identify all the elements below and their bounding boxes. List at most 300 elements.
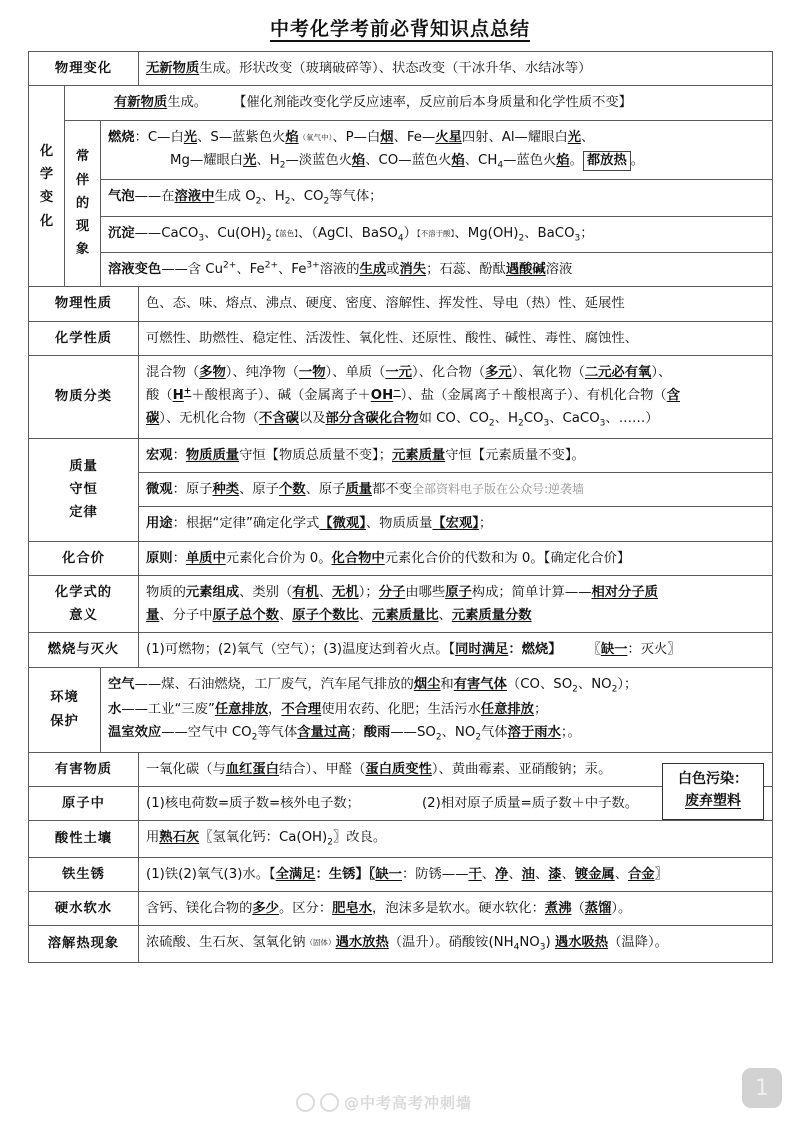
t-ea-c: 和 [440, 676, 454, 692]
t-f1j: 原子 [445, 584, 472, 600]
t-h-a: 一氧化碳（与 [146, 761, 226, 777]
row-content-environment [101, 667, 773, 752]
t-ea-e: （CO、SO [506, 676, 573, 692]
row-content-color-change [101, 253, 773, 287]
environment-line-water [108, 698, 765, 721]
t-cl2d: OH [370, 388, 394, 404]
t-f2h: 、 [438, 608, 452, 624]
t-r-f: 干 [468, 866, 482, 882]
t-cc-j: 溶液 [545, 262, 573, 278]
text-intro-rest: 生成。 [167, 95, 208, 111]
phenomena-char-2: 的 [75, 195, 90, 211]
t-bu-a: ——在 [134, 189, 175, 205]
table-row-acid-soil [29, 821, 773, 857]
white-pollution-title: 白色污染： [678, 771, 748, 787]
t-r-e: ：防锈—— [401, 866, 469, 882]
row-content-chemical-property: 可燃性、助燃性、稳定性、活泼性、氧化性、还原性、酸性、碱性、毒性、腐蚀性、 [139, 321, 773, 355]
table-row-physical-change [29, 52, 773, 86]
t-cl1g: ）、化合物（ [411, 364, 486, 380]
table-row-classification [29, 355, 773, 438]
environment-label-1: 保护 [50, 713, 79, 729]
t-v-b: 单质中 [185, 550, 226, 566]
t-ea-esub: 2 [572, 684, 578, 695]
table-row-rust [29, 857, 773, 891]
t-dh-csub: 4 [513, 942, 520, 953]
t-co-a: (1)可燃物；(2)氧气（空气）；(3)温度达到着火点。【 [146, 642, 456, 658]
term-macro: 宏观 [146, 447, 173, 463]
watermark-text: @中考高考冲刺墙 [344, 1094, 473, 1112]
t-eg-h: 气体 [481, 725, 508, 741]
table-row-burning [29, 120, 773, 180]
t-as-c: 〖氢氧化钙：Ca(OH) [199, 830, 328, 846]
t-cc-i: 遇酸碱 [505, 262, 546, 278]
t-co-b: 同时满足 [455, 642, 509, 658]
t-b2f: 、CO—蓝色火 [365, 152, 452, 168]
table-row-chemical-property [29, 321, 773, 355]
row-label-formula-meaning [29, 575, 139, 633]
t-ew-f: 任意排放 [480, 702, 534, 718]
row-content-acid-soil [139, 821, 773, 857]
t-b1d: 焰 [285, 129, 299, 145]
t-f1i: 由哪些 [405, 584, 446, 600]
t-bu-esub: 2 [323, 196, 330, 207]
row-content-classification [139, 355, 773, 438]
white-pollution-value: 废弃塑料 [685, 792, 741, 809]
t-ea-b: 烟尘 [413, 676, 441, 692]
row-label-atom: 原子中 [29, 786, 139, 820]
white-pollution-callout [662, 763, 764, 820]
t-cl3gsub: 2 [517, 419, 524, 429]
t-b2g: 焰 [451, 152, 465, 168]
t-r-l: 漆 [548, 866, 562, 882]
t-b1e: 、P—白 [332, 129, 381, 145]
t-cmi-a: ：原子 [172, 482, 213, 498]
table-row-color-change [29, 253, 773, 287]
t-f2i: 元素质量分数 [451, 608, 532, 624]
t-as-d: 〗改良。 [332, 830, 387, 846]
row-label-common-phenomena [65, 120, 101, 287]
row-content-hard-water [139, 891, 773, 925]
t-cc-c: 、Fe [278, 262, 307, 278]
knowledge-summary-table [28, 51, 773, 963]
t-v-c: 元素化合价为 0。 [225, 550, 332, 566]
table-row-conservation-macro [29, 438, 773, 472]
note-in-oxygen: （氧气中） [298, 132, 333, 142]
t-cl1a: 混合物（ [146, 364, 200, 380]
t-p-f: ； [580, 225, 594, 241]
t-f2d: 、 [278, 608, 293, 624]
t-cc-h: ；石蕊、酚酞 [426, 262, 506, 278]
t-f1a: 物质的 [146, 584, 186, 600]
weibo-icon [296, 1093, 315, 1112]
t-hw-g: （ [571, 900, 585, 916]
row-label-hard-water: 硬水软水 [29, 891, 139, 925]
t-ew-b: 任意排放 [214, 702, 269, 718]
t-p-cclose: ） [403, 225, 417, 241]
t-f1k: 构成；简单计算—— [471, 584, 592, 600]
t-cl1k: ）、 [651, 364, 672, 380]
t-cl3e: 部分含碳化合物 [325, 411, 419, 427]
t-cmi-b: 种类 [212, 482, 240, 498]
t-p-esub: 3 [574, 233, 581, 244]
t-f2f: 、 [358, 608, 373, 624]
t-cc-asup: 2+ [223, 260, 237, 271]
t-at-b: (2)相对原子质量=质子数＋中子数。 [421, 795, 639, 811]
t-cl2b: H [172, 388, 184, 404]
t-b1k: 、 [581, 129, 595, 145]
t-eg-e: 酸雨 [363, 725, 391, 741]
term-precipitate: 沉淀 [108, 225, 135, 241]
table-row-dissolution-heat [29, 926, 773, 962]
t-r-k: 、 [534, 866, 549, 882]
t-eg-f: ——SO [390, 725, 436, 741]
t-f1l: 相对分子质 [591, 584, 658, 600]
t-r-g: 、 [481, 866, 496, 882]
row-content-physical-change [139, 52, 773, 86]
t-b1i: 四射、Al—耀眼白 [461, 129, 568, 145]
t-cmi-c: 、原子 [239, 482, 279, 498]
t-eg-a: ——空气中 CO [161, 725, 252, 741]
t-hw-f: 煮沸 [544, 900, 572, 916]
row-content-combustion [139, 633, 773, 667]
t-f2b: 、分子中 [159, 608, 213, 624]
t-cl1h: 多元 [485, 364, 512, 380]
t-r-b: 全满足 [275, 866, 316, 882]
row-label-classification: 物质分类 [29, 355, 139, 438]
t-f1c: 、类别（ [239, 584, 293, 600]
t-cc-a: ——含 Cu [161, 262, 224, 278]
t-dh-g: （温降）。 [608, 935, 668, 951]
t-cc-g: 消失 [399, 262, 427, 278]
t-p-dsub: 2 [518, 233, 525, 244]
label-char-1: 学 [39, 167, 54, 182]
environment-line-air [108, 673, 765, 698]
term-solution-color-change: 溶液变色 [108, 262, 162, 278]
table-row-conservation-micro [29, 473, 773, 507]
t-p-a: ——CaCO [134, 225, 199, 241]
t-b1g: 、Fe— [393, 129, 436, 145]
table-row-formula-meaning [29, 575, 773, 633]
t-b2a: Mg—耀眼白 [170, 152, 244, 168]
t-b2hsub: 4 [497, 160, 504, 171]
t-b2end: 。 [630, 152, 645, 168]
t-dh-a: 浓硫酸、生石灰、氢氧化钠 [146, 935, 306, 951]
row-label-dissolution-heat: 溶解热现象 [29, 926, 139, 962]
t-eg-fsub: 2 [435, 732, 442, 743]
t-r-h: 净 [495, 866, 509, 882]
t-r-i: 、 [508, 866, 522, 882]
t-bu-c: 生成 O [214, 189, 256, 205]
text-physical-change-rest: 生成。形状改变（玻璃破碎等）、状态改变（干冰升华、水结冰等） [199, 61, 592, 76]
formula-label-1: 意义 [69, 608, 98, 624]
table-row-harmful [29, 752, 773, 786]
t-co-d: 〖 [587, 642, 601, 658]
t-cu-e: ； [478, 516, 493, 532]
t-b1c: 、S—蓝紫色火 [197, 129, 286, 145]
t-cl3isub: 3 [599, 419, 606, 429]
t-dh-c: （温升）。硝酸铵(NH [388, 935, 514, 951]
t-dh-d: NO [519, 935, 540, 951]
t-cl1f: 一元 [385, 364, 412, 380]
t-h-e: ）、黄曲霉素、亚硝酸钠；汞。 [431, 761, 612, 777]
environment-label-0: 环境 [50, 690, 79, 706]
t-f2e: 原子个数比 [292, 608, 359, 624]
t-cl2bsup: + [183, 386, 192, 397]
table-row-environment [29, 667, 773, 752]
term-use: 用途 [146, 516, 173, 532]
t-ea-g: ）； [617, 676, 638, 692]
t-eg-g: 、NO [441, 725, 476, 741]
t-f1h: 分子 [378, 584, 406, 600]
row-content-conservation-use [139, 507, 773, 541]
page-title: 中考化学考前必背知识点总结 [269, 18, 530, 40]
t-dh-f: 遇水吸热 [554, 935, 609, 951]
t-bu-dsub: 2 [284, 196, 291, 207]
t-b1b: 光 [183, 129, 198, 145]
t-as-a: 用 [146, 830, 160, 846]
t-h-c: 结合）、甲醛（ [278, 761, 366, 777]
t-cl3g: 、H [494, 411, 518, 427]
t-eg-gsub: 2 [475, 732, 482, 743]
t-b1j: 光 [567, 129, 582, 145]
t-h-b: 血红蛋白 [225, 761, 279, 777]
t-p-csub: 4 [397, 233, 404, 244]
t-ea-a: ——煤、石油燃烧，工厂废气，汽车尾气排放的 [134, 676, 414, 692]
t-b2c: 、H [256, 152, 280, 168]
t-b2csub: 2 [279, 160, 286, 171]
row-content-burning [101, 120, 773, 180]
note-blue: 【蓝色】 [271, 228, 298, 238]
t-ew-a: ——工业“三废” [121, 702, 215, 718]
table-row-atom [29, 786, 773, 820]
t-dh-e: ) [545, 935, 555, 951]
t-v-a: ： [172, 550, 186, 566]
row-content-valence [139, 541, 773, 575]
classification-line-3 [146, 407, 765, 432]
t-cmi-e: 、原子 [305, 482, 346, 498]
t-f1e: 、 [318, 584, 333, 600]
term-air: 空气 [108, 676, 135, 692]
t-b2e: 焰 [351, 152, 366, 168]
table-row-bubble [29, 180, 773, 216]
row-label-combustion: 燃烧与灭火 [29, 633, 139, 667]
table-row-hard-water [29, 891, 773, 925]
text-catalyst-note: 【催化剂能改变化学反应速率，反应前后本身质量和化学性质不变】 [233, 95, 632, 111]
term-bubble: 气泡 [108, 189, 135, 205]
t-hw-e: ，泡沫多是软水。硬水软化： [372, 900, 545, 916]
t-bu-e: 、CO [290, 189, 324, 205]
t-cu-d: 【宏观】 [432, 516, 479, 532]
term-greenhouse-effect: 温室效应 [108, 725, 162, 741]
t-ew-c: ， [268, 702, 282, 718]
t-dh-b: 遇水放热 [335, 935, 389, 951]
t-cl2f: 含 [666, 388, 681, 404]
t-v-e: 元素化合价的代数和为 0。【确定化合价】 [384, 550, 631, 566]
phenomena-char-0: 常 [75, 149, 90, 165]
t-b2d: —淡蓝色火 [285, 152, 352, 168]
t-cu-c: 、物质质量 [365, 516, 433, 532]
t-cl3i: 、CaCO [549, 411, 600, 427]
t-r-a: (1)铁(2)氧气(3)水。【 [146, 866, 276, 882]
t-p-d: 、Mg(OH) [454, 225, 519, 241]
formula-line-1 [146, 581, 765, 604]
t-ea-f: 、NO [577, 676, 612, 692]
t-b2i: —蓝色火 [503, 152, 557, 168]
t-cl1j: 二元必有氧 [584, 364, 652, 380]
row-label-physical-change: 物理变化 [29, 52, 139, 86]
t-bu-csub: 2 [255, 196, 262, 207]
row-content-chemical-change-intro [65, 86, 773, 120]
row-content-physical-property: 色、态、味、熔点、沸点、硬度、密度、溶解性、挥发性、导电（热）性、延展性 [139, 287, 773, 321]
t-r-q: 〗 [654, 866, 668, 882]
t-at-a: (1)核电荷数=质子数=核外电子数； [146, 795, 360, 811]
t-h-d: 蛋白质变性 [365, 761, 432, 777]
t-cmi-g: 都不变 [372, 482, 412, 498]
t-cl3d: 以及 [298, 411, 326, 427]
t-cl3j: 、……） [605, 411, 659, 427]
t-cl2dsup: − [393, 386, 401, 397]
t-eg-i: 溶于雨水 [507, 725, 561, 741]
t-b1f: 烟 [380, 129, 394, 145]
t-ew-g: ； [533, 702, 548, 718]
t-hw-h: 蒸馏 [584, 900, 612, 916]
t-hw-i: ）。 [611, 900, 632, 916]
row-content-conservation-macro [139, 438, 773, 472]
t-p-asub: 3 [198, 233, 205, 244]
t-r-m: 、 [561, 866, 575, 882]
phenomena-char-1: 伴 [75, 172, 90, 188]
t-cl2a: 酸（ [146, 388, 173, 404]
t-cc-bsup: 2+ [264, 260, 278, 271]
t-cm-b: 物质质量 [185, 447, 240, 463]
t-r-o: 、 [614, 866, 629, 882]
t-cmi-d: 个数 [278, 482, 306, 498]
t-cl1c: ）、纯净物（ [225, 364, 299, 380]
t-b1a: ：C—白 [134, 129, 184, 145]
t-as-csub: 2 [327, 837, 333, 848]
t-eg-j: ；。 [560, 725, 581, 741]
t-cl3a: 碳 [146, 411, 160, 427]
t-cc-d: 溶液的 [319, 262, 360, 278]
t-b1h: 火星 [435, 129, 462, 145]
t-b2b: 光 [243, 152, 257, 168]
row-content-conservation-micro [139, 473, 773, 507]
t-cm-e: 守恒【元素质量不变】。 [445, 447, 585, 463]
t-as-b: 熟石灰 [159, 830, 200, 846]
t-cl3hsub: 3 [543, 419, 550, 429]
t-cl2c: ＋酸根离子）、碱（金属离子＋ [191, 388, 371, 404]
t-eg-b: 等气体 [257, 725, 298, 741]
t-cl1e: ）、单质（ [325, 364, 386, 380]
t-f1b: 元素组成 [185, 584, 240, 600]
burning-line-1 [108, 126, 765, 149]
t-cl1b: 多物 [199, 364, 226, 380]
t-cmi-f: 质量 [345, 482, 373, 498]
row-label-chemical-change [29, 86, 65, 287]
row-label-valence: 化合价 [29, 541, 139, 575]
t-r-p: 合金 [628, 866, 655, 882]
term-principle: 原则 [146, 550, 173, 566]
row-label-conservation [29, 438, 139, 541]
t-cl3h: CO [523, 411, 544, 427]
table-row-valence [29, 541, 773, 575]
boxed-exothermic: 都放热 [583, 151, 631, 171]
t-ew-e: 使用农药、化肥；生活污水 [321, 702, 481, 718]
t-cl3f: 如 CO、CO [418, 411, 489, 427]
t-cl3c: 不含碳 [259, 411, 299, 427]
t-bu-f: 等气体； [329, 189, 383, 205]
t-cu-b: 【微观】 [319, 516, 366, 532]
t-dh-dsub: 3 [539, 942, 546, 953]
row-content-dissolution-heat [139, 926, 773, 962]
t-eg-asub: 2 [251, 732, 258, 743]
t-r-n: 镀金属 [574, 866, 615, 882]
t-cl1i: ）、氧化物（ [511, 364, 585, 380]
row-label-acid-soil: 酸性土壤 [29, 821, 139, 857]
note-acid-insoluble: 【不溶于酸】 [416, 228, 455, 238]
formula-line-2 [146, 604, 765, 627]
term-new-substance: 有新物质 [114, 95, 168, 111]
phenomena-char-4: 象 [75, 242, 90, 258]
t-f1g: ）； [358, 584, 379, 600]
row-label-rust: 铁生锈 [29, 857, 139, 891]
term-water: 水 [108, 702, 122, 718]
term-micro: 微观 [146, 482, 173, 498]
label-char-3: 化 [39, 213, 54, 229]
t-bu-b: 溶液中 [174, 189, 215, 205]
environment-line-greenhouse [108, 721, 765, 746]
table-row-physical-property [29, 287, 773, 321]
t-cc-b: 、Fe [236, 262, 265, 278]
row-content-precipitate [101, 216, 773, 252]
t-p-c: 、（AgCl、BaSO [297, 225, 398, 241]
t-cc-e: 生成 [359, 262, 387, 278]
t-ea-fsub: 2 [611, 684, 618, 695]
t-eg-c: 含量过高 [297, 725, 351, 741]
t-f2c: 原子总个数 [212, 608, 279, 624]
conservation-label-2: 定律 [69, 505, 98, 521]
label-char-0: 化 [39, 143, 54, 159]
t-hw-c: 。区分： [278, 900, 333, 916]
t-cm-a: ： [172, 447, 186, 463]
note-solid: （固体） [305, 938, 336, 948]
t-b2h: 、CH [464, 152, 498, 168]
t-p-b: 、Cu(OH) [204, 225, 266, 241]
t-cc-csup: 3+ [306, 260, 320, 271]
t-cu-a: ：根据“定律”确定化学式 [172, 516, 320, 532]
t-co-e: 缺一 [600, 642, 628, 658]
term-no-new-substance: 无新物质 [146, 61, 200, 76]
term-burning: 燃烧 [108, 129, 135, 145]
t-cl2e: ）、盐（金属离子＋酸根离子）、有机化合物（ [400, 388, 667, 404]
t-hw-b: 多少 [252, 900, 279, 916]
t-hw-d: 肥皂水 [332, 900, 373, 916]
row-content-bubble [101, 180, 773, 216]
table-row-combustion [29, 633, 773, 667]
conservation-label-1: 守恒 [69, 482, 98, 498]
t-cc-f: 或 [386, 262, 400, 278]
table-row-conservation-use [29, 507, 773, 541]
t-v-d: 化合物中 [331, 550, 385, 566]
t-cl3fsub: 2 [488, 419, 495, 429]
t-eg-d: ； [350, 725, 364, 741]
t-f1f: 无机 [332, 584, 359, 600]
t-b2j: 焰 [556, 152, 570, 168]
page-number-badge: 1 [742, 1068, 782, 1108]
t-r-j: 油 [521, 866, 535, 882]
conservation-label-0: 质量 [69, 458, 98, 474]
t-b2k: 。 [569, 152, 583, 168]
